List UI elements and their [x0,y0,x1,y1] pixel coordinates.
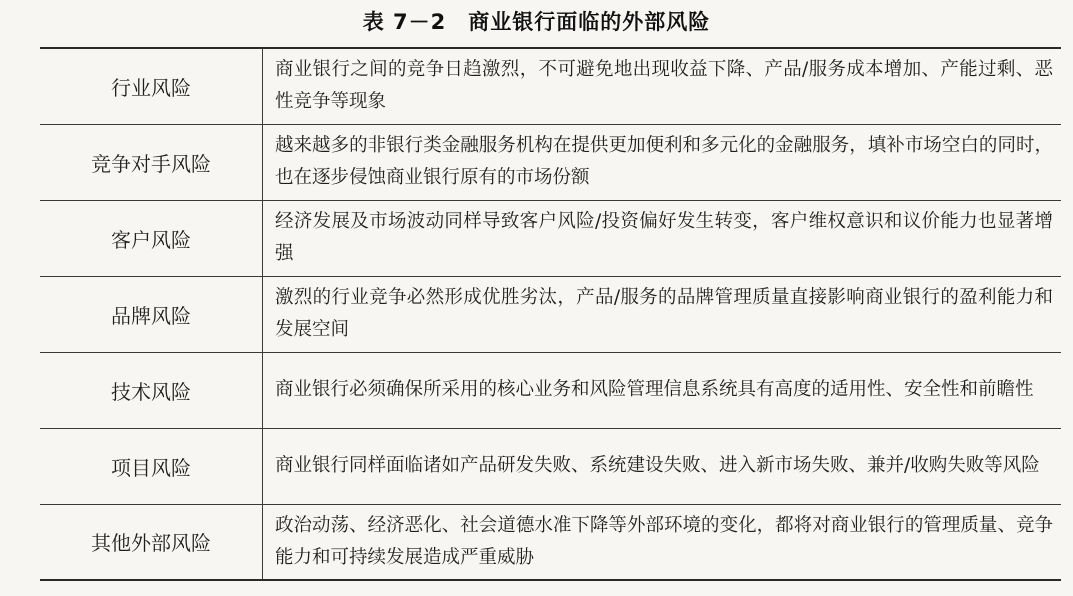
external-risk-table [40,47,1061,581]
table-row [40,276,1061,352]
table-row [40,428,1061,504]
risk-description-cell: 经济发展及市场波动同样导致客户风险/投资偏好发生转变，客户维权意识和议价能力也显著增强 [263,200,1062,276]
table-caption-title: 商业银行面临的外部风险 [468,10,711,34]
risk-description-cell: 商业银行同样面临诸如产品研发失败、系统建设失败、进入新市场失败、兼并/收购失败等风险 [263,428,1062,504]
risk-category-cell: 客户风险 [40,200,263,276]
risk-description-cell: 政治动荡、经济恶化、社会道德水准下降等外部环境的变化，都将对商业银行的管理质量、竞争能力和可持续发展造成严重威胁 [263,504,1062,580]
risk-category-cell: 竞争对手风险 [40,124,263,200]
table-row [40,124,1061,200]
risk-category-cell: 行业风险 [40,48,263,124]
table-row [40,48,1061,124]
risk-description-cell: 商业银行必须确保所采用的核心业务和风险管理信息系统具有高度的适用性、安全性和前瞻性 [263,352,1062,428]
risk-description-cell: 激烈的行业竞争必然形成优胜劣汰，产品/服务的品牌管理质量直接影响商业银行的盈利能力和发展空间 [263,276,1062,352]
risk-category-cell: 其他外部风险 [40,504,263,580]
table-row [40,200,1061,276]
table-row [40,352,1061,428]
risk-category-cell: 项目风险 [40,428,263,504]
risk-category-cell: 品牌风险 [40,276,263,352]
risk-description-cell: 商业银行之间的竞争日趋激烈，不可避免地出现收益下降、产品/服务成本增加、产能过剩、恶性竞争等现象 [263,48,1062,124]
risk-description-cell: 越来越多的非银行类金融服务机构在提供更加便利和多元化的金融服务，填补市场空白的同时，也在逐步侵蚀商业银行原有的市场份额 [263,124,1062,200]
table-row [40,504,1061,580]
table-caption [0,6,1073,36]
risk-category-cell: 技术风险 [40,352,263,428]
table-caption-number: 表 7－2 [362,10,447,34]
